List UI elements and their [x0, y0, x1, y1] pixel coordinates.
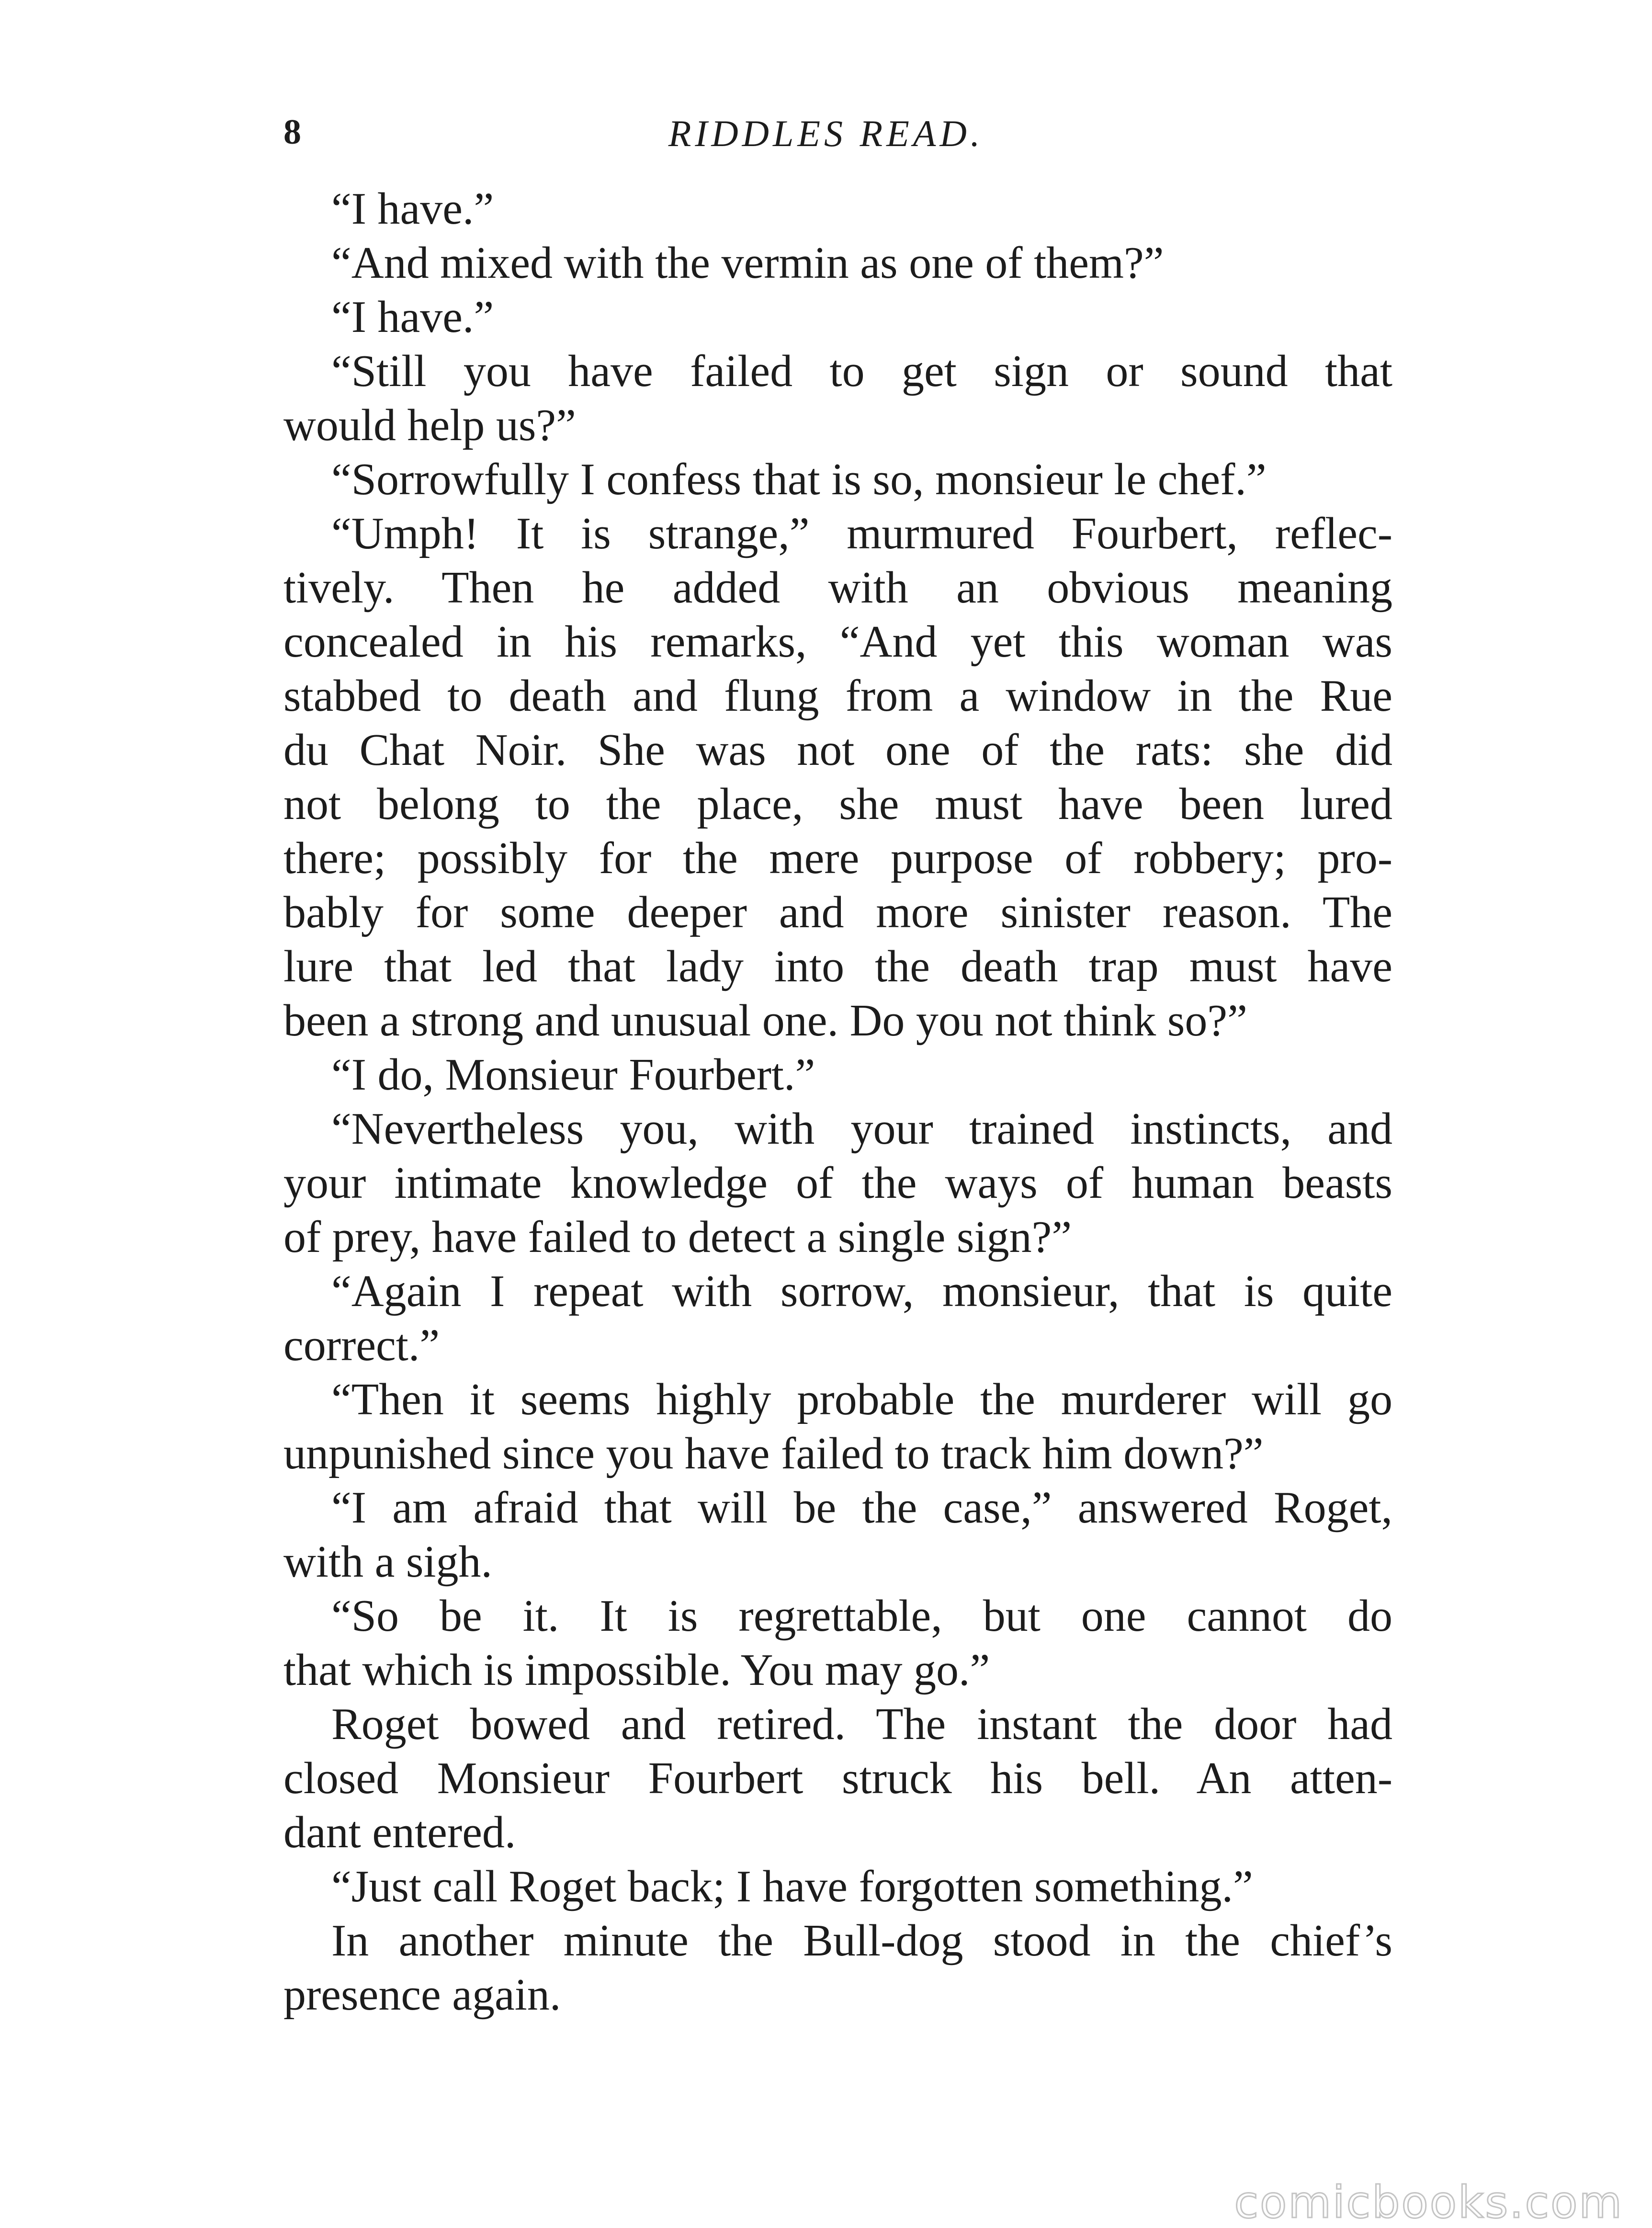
page-number: 8 [283, 113, 301, 152]
paragraph [283, 290, 1392, 344]
text-line: tively. Then he added with an obvious meaning [283, 563, 1392, 613]
watermark: comicbooks.com [1234, 2177, 1623, 2228]
paragraph [283, 236, 1392, 290]
text-line: “Just call Roget back; I have forgotten something.” [331, 1862, 1253, 1911]
paragraph [283, 453, 1392, 507]
text-line: “I am afraid that will be the case,” answered Roget, [331, 1483, 1392, 1533]
text-line: “I have.” [331, 184, 494, 234]
paragraph [283, 1102, 1392, 1264]
text-line: “Umph! It is strange,” murmured Fourbert, reflec- [331, 509, 1392, 558]
text-line: “I do, Monsieur Fourbert.” [331, 1050, 815, 1100]
running-title: RIDDLES READ. [668, 113, 984, 154]
body-text [283, 182, 1392, 2022]
paragraph [283, 182, 1392, 236]
text-line: “Sorrowfully I confess that is so, monsieur le chef.” [331, 455, 1267, 504]
paragraph [283, 1697, 1392, 1860]
text-line: “And mixed with the vermin as one of them?” [331, 238, 1164, 288]
paragraph [283, 1914, 1392, 2022]
text-line: with a sigh. [283, 1537, 493, 1587]
text-line: “I have.” [331, 292, 494, 342]
text-line: “Again I repeat with sorrow, monsieur, that is quite [331, 1266, 1392, 1316]
text-line: unpunished since you have failed to track him down?” [283, 1429, 1264, 1478]
text-line: correct.” [283, 1320, 440, 1370]
text-line: there; possibly for the mere purpose of robbery; pro- [283, 833, 1392, 883]
text-line: In another minute the Bull-dog stood in the chief’s [331, 1916, 1392, 1966]
text-line: “Nevertheless you, with your trained instincts, and [331, 1104, 1392, 1154]
text-line: your intimate knowledge of the ways of human beasts [283, 1158, 1392, 1208]
text-line: concealed in his remarks, “And yet this woman was [283, 617, 1392, 667]
paragraph [283, 507, 1392, 1048]
text-line: not belong to the place, she must have been lured [283, 779, 1392, 829]
text-line: “So be it. It is regrettable, but one cannot do [331, 1591, 1392, 1641]
paragraph [283, 1048, 1392, 1102]
text-line: lure that led that lady into the death trap must have [283, 942, 1392, 991]
text-line: dant entered. [283, 1807, 516, 1857]
paragraph [283, 1860, 1392, 1914]
text-line: bably for some deeper and more sinister reason. The [283, 887, 1392, 937]
text-line: presence again. [283, 1970, 561, 2020]
text-line: been a strong and unusual one. Do you not think so?” [283, 996, 1247, 1046]
paragraph [283, 1373, 1392, 1481]
text-line: would help us?” [283, 400, 576, 450]
text-line: “Then it seems highly probable the murderer will go [331, 1375, 1392, 1424]
paragraph [283, 344, 1392, 453]
text-line: closed Monsieur Fourbert struck his bell. An atten- [283, 1753, 1392, 1803]
text-line: that which is impossible. You may go.” [283, 1645, 990, 1695]
text-line: “Still you have failed to get sign or sound that [331, 346, 1392, 396]
text-line: Roget bowed and retired. The instant the door had [331, 1699, 1392, 1749]
paragraph [283, 1589, 1392, 1697]
paragraph [283, 1481, 1392, 1589]
text-line: stabbed to death and flung from a window in the Rue [283, 671, 1392, 721]
text-line: of prey, have failed to detect a single sign?” [283, 1212, 1072, 1262]
text-line: du Chat Noir. She was not one of the rats: she did [283, 725, 1392, 775]
paragraph [283, 1264, 1392, 1373]
